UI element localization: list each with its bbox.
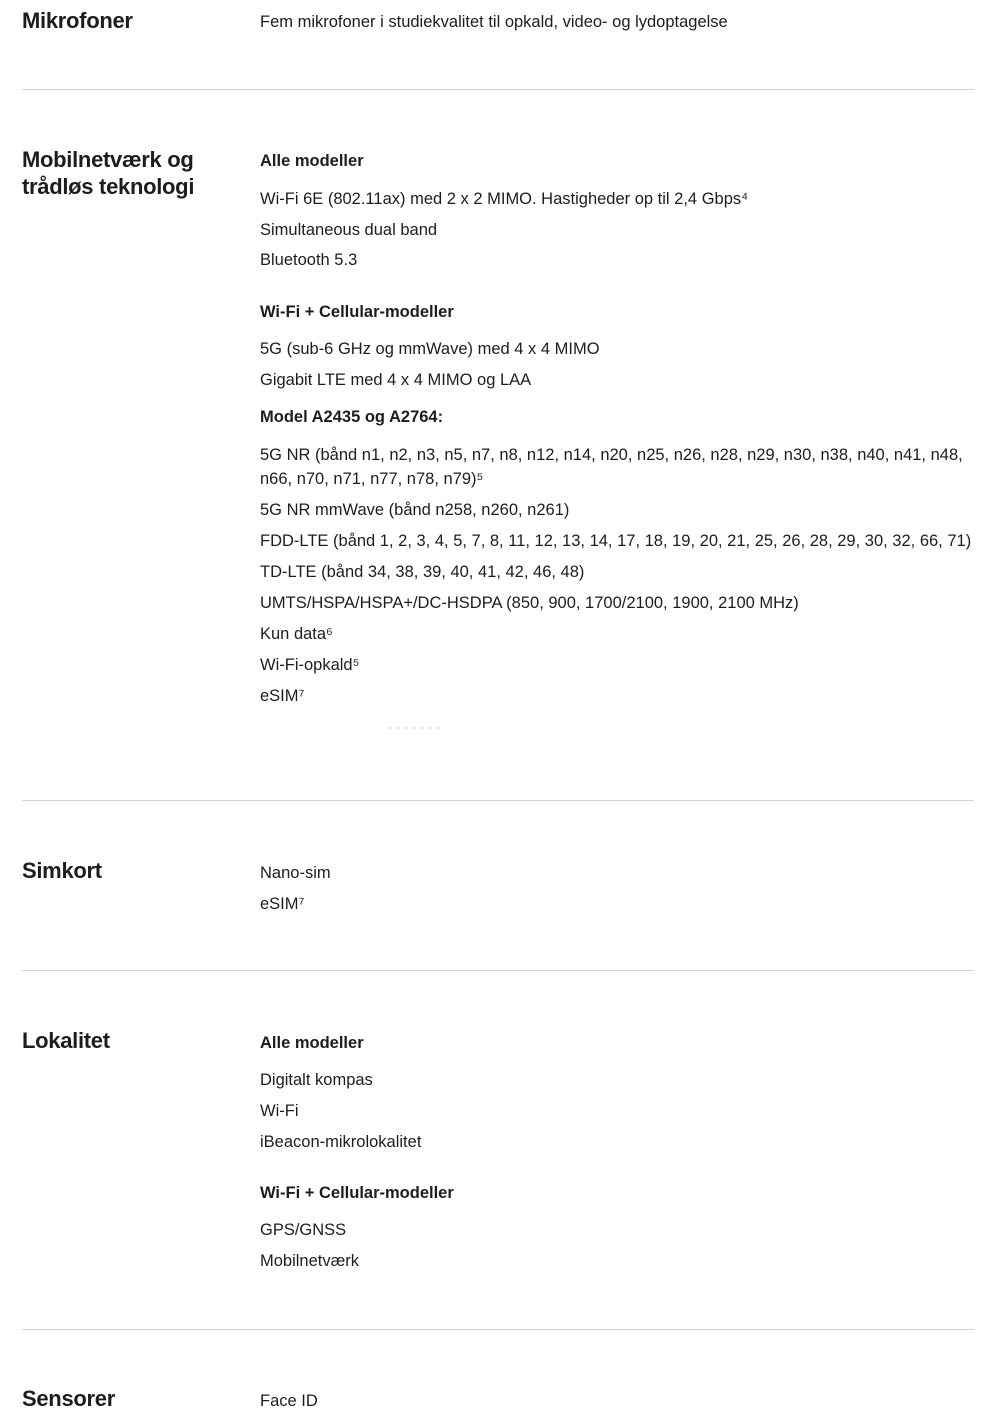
spec-line: Bluetooth 5.3 bbox=[260, 251, 358, 269]
spec-line: UMTS/HSPA/HSPA+/DC-HSDPA (850, 900, 1700/2100, 1900, 2100 MHz) bbox=[260, 594, 799, 612]
section-divider bbox=[22, 89, 974, 90]
spec-line: iBeacon-mikrolokalitet bbox=[260, 1133, 422, 1151]
spec-line: Digitalt kompas bbox=[260, 1071, 373, 1089]
spec-line: eSIM⁷ bbox=[260, 895, 305, 913]
spec-line: Wi-Fi-opkald⁵ bbox=[260, 656, 360, 674]
spec-line: Simultaneous dual band bbox=[260, 221, 438, 239]
spec-line: Wi-Fi 6E (802.11ax) med 2 x 2 MIMO. Hastigheder op til 2,4 Gbps⁴ bbox=[260, 190, 749, 208]
subheading-cellular-models: Wi-Fi + Cellular-modeller bbox=[260, 1184, 454, 1202]
spec-line: Gigabit LTE med 4 x 4 MIMO og LAA bbox=[260, 371, 532, 389]
subheading-all-models: Alle modeller bbox=[260, 152, 364, 170]
spec-line: eSIM⁷ bbox=[260, 687, 305, 705]
spec-line: 5G NR mmWave (bånd n258, n260, n261) bbox=[260, 501, 570, 519]
spec-line: Nano-sim bbox=[260, 864, 331, 882]
subheading-model-numbers: Model A2435 og A2764: bbox=[260, 408, 444, 426]
spec-line: Face ID bbox=[260, 1392, 318, 1410]
section-divider bbox=[22, 970, 974, 971]
section-title-mikrofoner: Mikrofoner bbox=[22, 8, 133, 33]
section-title-simkort: Simkort bbox=[22, 858, 102, 883]
spec-line: Fem mikrofoner i studiekvalitet til opkald, video- og lydoptagelse bbox=[260, 13, 728, 31]
section-title-lokalitet: Lokalitet bbox=[22, 1028, 110, 1053]
section-title-mobilnet: Mobilnetværk og trådløs teknologi bbox=[22, 147, 195, 199]
section-divider bbox=[22, 1329, 974, 1330]
spec-line: 5G NR (bånd n1, n2, n3, n5, n7, n8, n12, n14, n20, n25, n26, n28, n29, n30, n38, n40, n41, n48, n66, n70, n71, n77, n78, n79)⁵ bbox=[260, 446, 963, 488]
spec-line: Kun data⁶ bbox=[260, 625, 333, 643]
spec-line: TD-LTE (bånd 34, 38, 39, 40, 41, 42, 46, 48) bbox=[260, 563, 585, 581]
section-divider bbox=[22, 800, 974, 801]
spec-line: GPS/GNSS bbox=[260, 1221, 347, 1239]
spec-line: Mobilnetværk bbox=[260, 1252, 360, 1270]
subheading-all-models: Alle modeller bbox=[260, 1034, 364, 1052]
section-title-sensorer: Sensorer bbox=[22, 1386, 115, 1411]
faint-decoration bbox=[388, 727, 440, 729]
spec-line: 5G (sub-6 GHz og mmWave) med 4 x 4 MIMO bbox=[260, 340, 600, 358]
spec-line: FDD-LTE (bånd 1, 2, 3, 4, 5, 7, 8, 11, 12, 13, 14, 17, 18, 19, 20, 21, 25, 26, 28, 29, 30, 32, 66, 71) bbox=[260, 532, 972, 550]
spec-line: Wi-Fi bbox=[260, 1102, 299, 1120]
subheading-cellular-models: Wi-Fi + Cellular-modeller bbox=[260, 303, 454, 321]
